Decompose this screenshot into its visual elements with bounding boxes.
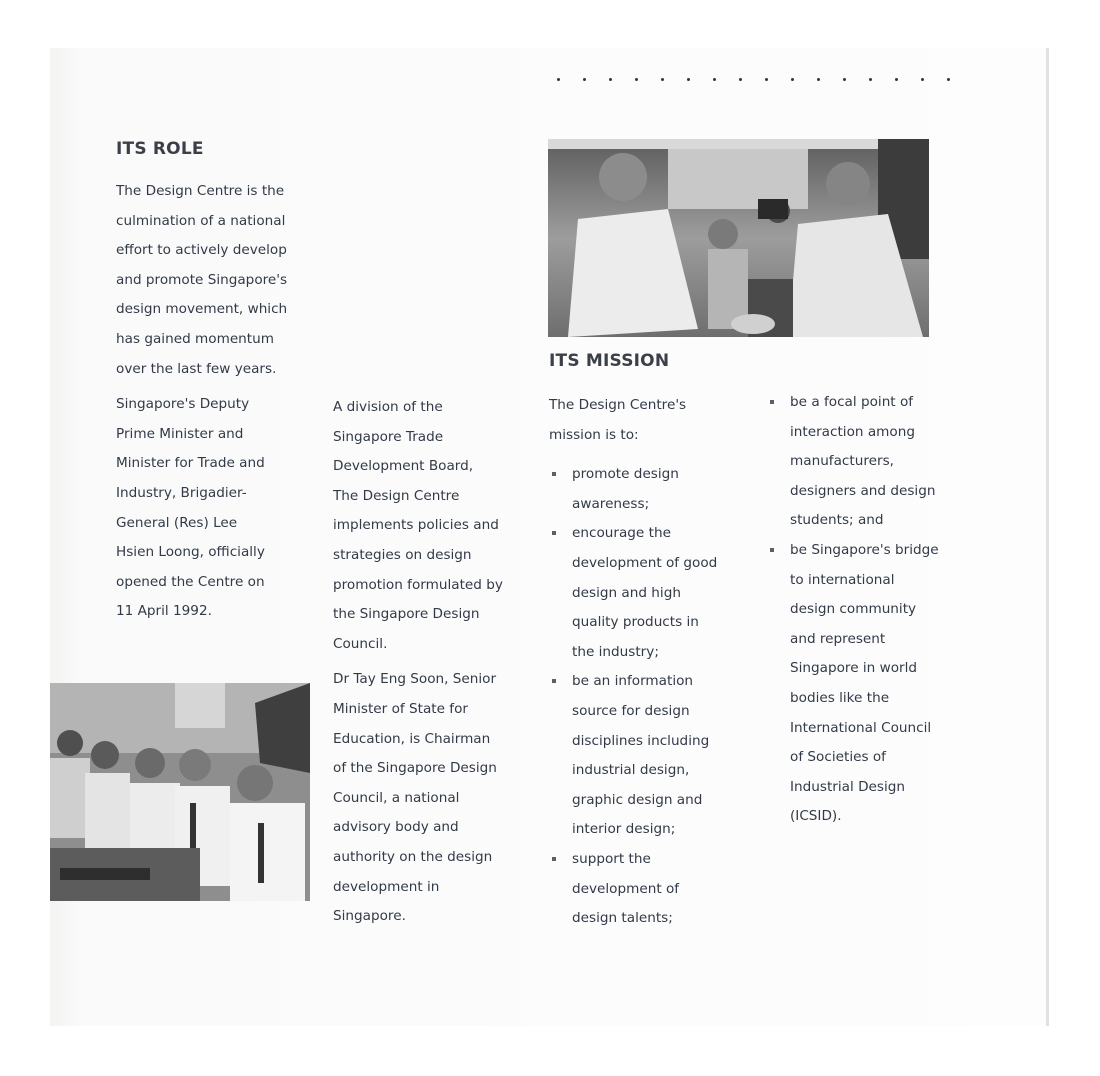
- mission-bullet-list-2: [767, 388, 977, 832]
- mission-bullet-item: [549, 667, 754, 845]
- dot: [765, 78, 768, 81]
- mission-column-2: [767, 388, 977, 832]
- text-line: has gained momentum: [116, 330, 274, 347]
- role-paragraph-1: [116, 177, 326, 384]
- dot: [557, 78, 560, 81]
- text-line: quality products in: [572, 614, 699, 631]
- division-paragraph-1: [333, 393, 533, 659]
- text-line: disciplines including: [572, 732, 710, 749]
- mission-bullet-list: [549, 460, 754, 934]
- role-heading: ITS ROLE: [116, 139, 204, 159]
- division-column: [333, 393, 533, 938]
- text-line: Minister for Trade and: [116, 455, 265, 472]
- page-edge: [1046, 48, 1049, 1026]
- dot: [635, 78, 638, 81]
- meeting-photo: [50, 683, 310, 901]
- dot: [713, 78, 716, 81]
- text-line: Council.: [333, 635, 388, 652]
- text-line: promote design: [572, 466, 679, 483]
- mission-bullet-item: [767, 388, 977, 536]
- text-line: Singapore Trade: [333, 428, 444, 445]
- mission-bullet-item: [549, 845, 754, 934]
- text-line: Council, a national: [333, 789, 460, 806]
- text-line: of the Singapore Design: [333, 760, 497, 777]
- dot: [947, 78, 950, 81]
- text-line: and represent: [790, 630, 886, 647]
- text-line: effort to actively develop: [116, 242, 287, 259]
- text-line: Dr Tay Eng Soon, Senior: [333, 671, 497, 688]
- text-line: Industry, Brigadier-: [116, 484, 247, 501]
- text-line: industrial design,: [572, 762, 690, 779]
- text-line: design movement, which: [116, 301, 288, 318]
- text-line: advisory body and: [333, 819, 459, 836]
- text-line: Minister of State for: [333, 700, 469, 717]
- text-line: and promote Singapore's: [116, 271, 288, 288]
- text-line: Hsien Loong, officially: [116, 544, 265, 561]
- text-line: Singapore in world: [790, 660, 918, 677]
- text-line: encourage the: [572, 525, 671, 542]
- role-paragraph-2: [116, 390, 326, 627]
- text-line: development of good: [572, 554, 718, 571]
- text-line: The Design Centre is the: [116, 183, 285, 199]
- division-paragraph-2: [333, 665, 533, 931]
- dot: [739, 78, 742, 81]
- dot: [661, 78, 664, 81]
- text-line: students; and: [790, 512, 884, 529]
- text-line: implements policies and: [333, 517, 499, 534]
- text-line: 11 April 1992.: [116, 603, 212, 620]
- dot: [609, 78, 612, 81]
- text-line: authority on the design: [333, 848, 493, 865]
- text-line: culmination of a national: [116, 212, 286, 229]
- text-line: of Societies of: [790, 749, 886, 766]
- role-column: [116, 177, 326, 633]
- text-line: development in: [333, 878, 440, 895]
- text-line: over the last few years.: [116, 360, 277, 377]
- text-line: interaction among: [790, 423, 915, 440]
- text-line: manufacturers,: [790, 453, 894, 470]
- text-line: opened the Centre on: [116, 573, 265, 590]
- text-line: Prime Minister and: [116, 425, 244, 442]
- text-line: Education, is Chairman: [333, 730, 491, 747]
- mission-bullet-item: [767, 536, 977, 832]
- text-line: Industrial Design: [790, 778, 906, 795]
- text-line: bodies like the: [790, 689, 890, 706]
- mission-bullet-item: [549, 519, 754, 667]
- text-line: International Council: [790, 719, 932, 736]
- text-line: promotion formulated by: [333, 576, 503, 593]
- mission-heading: ITS MISSION: [549, 351, 670, 371]
- text-line: A division of the: [333, 399, 443, 415]
- text-line: mission is to:: [549, 426, 639, 443]
- dot: [895, 78, 898, 81]
- dot-divider: [557, 78, 973, 81]
- text-line: The Design Centre: [333, 487, 460, 504]
- dot: [791, 78, 794, 81]
- text-line: (ICSID).: [790, 808, 842, 825]
- mission-bullet-item: [549, 460, 754, 519]
- text-line: The Design Centre's: [549, 397, 687, 413]
- dot: [687, 78, 690, 81]
- text-line: strategies on design: [333, 546, 472, 563]
- dot: [817, 78, 820, 81]
- text-line: interior design;: [572, 821, 676, 838]
- text-line: awareness;: [572, 495, 650, 512]
- text-line: development of: [572, 880, 680, 897]
- mission-column: [549, 391, 754, 934]
- handshake-photo: [548, 139, 929, 337]
- text-line: to international: [790, 571, 895, 588]
- mission-intro: [549, 391, 754, 450]
- text-line: graphic design and: [572, 791, 703, 808]
- text-line: design community: [790, 601, 917, 618]
- dot: [869, 78, 872, 81]
- text-line: design talents;: [572, 910, 673, 927]
- text-line: designers and design: [790, 482, 936, 499]
- dot: [583, 78, 586, 81]
- text-line: be a focal point of: [790, 394, 914, 410]
- text-line: source for design: [572, 702, 690, 719]
- text-line: the Singapore Design: [333, 606, 480, 623]
- text-line: be Singapore's bridge: [790, 541, 939, 558]
- dot: [921, 78, 924, 81]
- text-line: Singapore.: [333, 908, 406, 925]
- text-line: design and high: [572, 584, 681, 601]
- text-line: be an information: [572, 673, 694, 690]
- text-line: the industry;: [572, 643, 659, 660]
- dot: [843, 78, 846, 81]
- text-line: support the: [572, 850, 651, 867]
- text-line: Development Board,: [333, 458, 474, 475]
- text-line: Singapore's Deputy: [116, 396, 250, 413]
- text-line: General (Res) Lee: [116, 514, 238, 531]
